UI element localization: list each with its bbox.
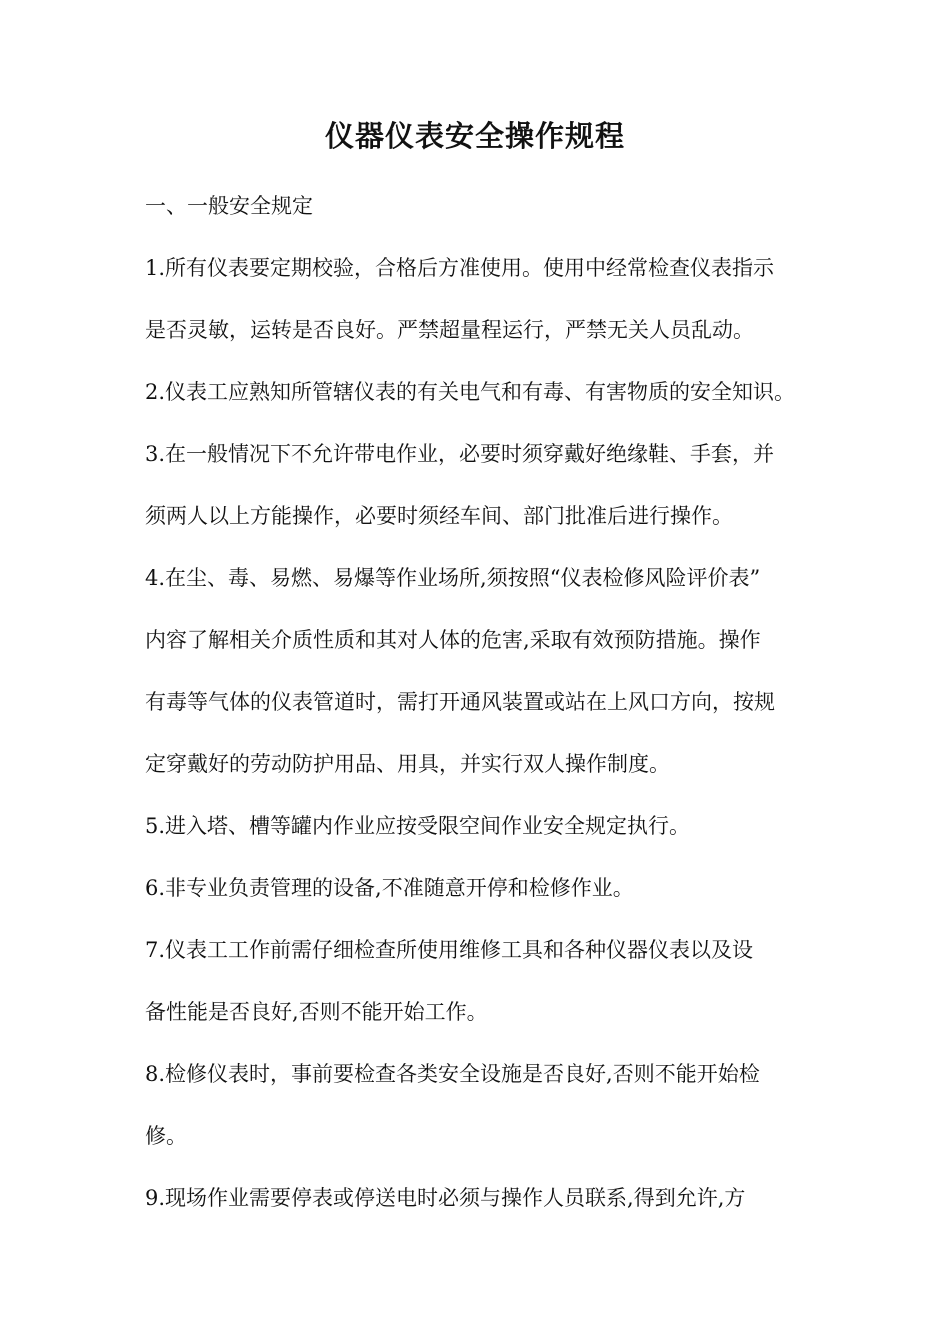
text-line: 2.仪表工应熟知所管辖仪表的有关电气和有毒、有害物质的安全知识。: [145, 380, 796, 404]
text-line: 备性能是否良好,否则不能开始工作。: [145, 1000, 488, 1024]
text-line: 有毒等气体的仪表管道时，需打开通风装置或站在上风口方向，按规: [145, 690, 775, 714]
text-line: 须两人以上方能操作，必要时须经车间、部门批准后进行操作。: [145, 504, 733, 528]
text-line: 内容了解相关介质性质和其对人体的危害,采取有效预防措施。操作: [145, 628, 761, 652]
text-line: 5.进入塔、槽等罐内作业应按受限空间作业安全规定执行。: [145, 814, 691, 838]
text-line: 7.仪表工工作前需仔细检查所使用维修工具和各种仪器仪表以及设: [145, 938, 754, 962]
text-line: 3.在一般情况下不允许带电作业，必要时须穿戴好绝缘鞋、手套，并: [145, 442, 775, 466]
text-line: 8.检修仪表时，事前要检查各类安全设施是否良好,否则不能开始检: [145, 1062, 760, 1086]
text-line: 4.在尘、毒、易燃、易爆等作业场所,须按照“仪表检修风险评价表”: [145, 566, 761, 590]
document-title: 仪器仪表安全操作规程: [324, 119, 625, 153]
text-line: 定穿戴好的劳动防护用品、用具，并实行双人操作制度。: [145, 752, 670, 776]
text-line: 9.现场作业需要停表或停送电时必须与操作人员联系,得到允许,方: [145, 1186, 746, 1210]
text-line: 是否灵敏，运转是否良好。严禁超量程运行，严禁无关人员乱动。: [145, 318, 754, 342]
text-line: 修。: [145, 1124, 187, 1148]
text-line: 1.所有仪表要定期校验，合格后方准使用。使用中经常检查仪表指示: [145, 256, 775, 280]
section-heading: 一、一般安全规定: [145, 194, 313, 218]
text-line: 6.非专业负责管理的设备,不准随意开停和检修作业。: [145, 876, 634, 900]
